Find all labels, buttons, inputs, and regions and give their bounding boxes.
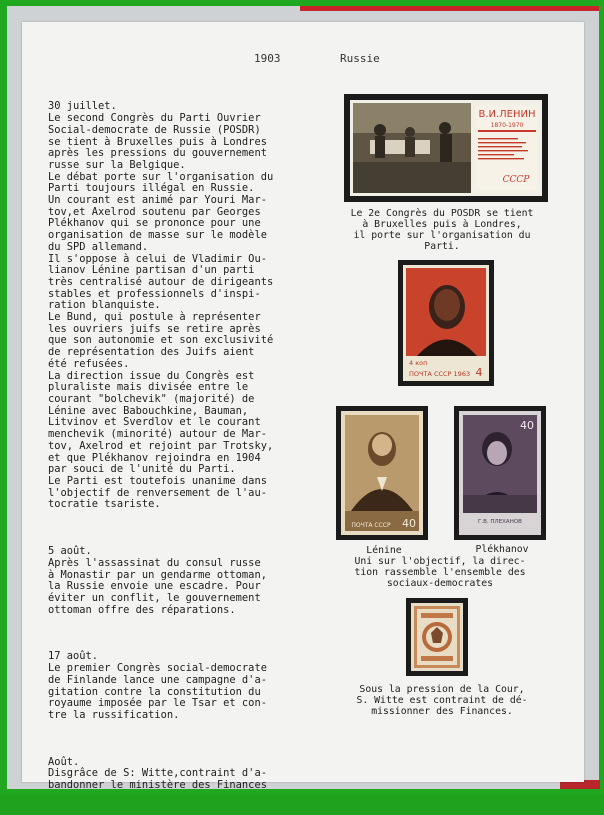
congress-caption: Le 2e Congrès du POSDR se tient à Bruxelles puis à Londres, il porte sur l'organisation du Parti. — [350, 208, 534, 252]
congress-stamp-years: 1870-1970 — [490, 122, 524, 129]
paragraph-aout: Août. Disgrâce de S: Witte,contraint d'a- bandonner le ministère des Finances — [48, 755, 267, 792]
history-text — [48, 78, 346, 815]
lenin-stamp-value: 40 — [402, 517, 416, 530]
lenin-stamp-inscription: ПОЧТА СССР — [351, 522, 391, 529]
plekhanov-stamp-inscription: Г.В. ПЛЕХАНОВ — [478, 519, 522, 525]
lenin-caption: Lénine — [366, 545, 402, 556]
plekhanov-caption: Plékhanov — [475, 544, 529, 555]
portrait-1963-price: 4 коп — [409, 359, 428, 367]
album-page — [22, 22, 584, 792]
page-year: 1903 — [254, 52, 281, 65]
paragraph-17-aout: 17 août. Le premier Congrès social-democrate de Finlande lance une campagne d'a- gitation contre la constitution du royaume imposée par le Tsar et con- tre la russification. — [48, 650, 267, 721]
portrait-1963-inscription: ПОЧТА СССР 1963 — [409, 370, 471, 378]
portrait-1963-stamp — [398, 260, 494, 386]
plekhanov-stamp-value: 40 — [520, 419, 534, 432]
paragraph-5-aout: 5 août. Après l'assassinat du consul russe à Monastir par un gendarme ottoman, la Russie envoie une escadre. Pour éviter un conflit, le gouvernement ottoman offre des réparations. — [48, 545, 267, 616]
page-country: Russie — [340, 52, 380, 65]
congress-stamp-title: В.И.ЛЕНИН — [478, 109, 536, 120]
paragraph-30-juillet: 30 juillet. Le second Congrès du Parti Ouvrier Social-democrate de Russie (POSDR) se tient à Bruxelles puis à Londres après les pressions du gouvernement russe sur la Belgique. Le débat porte sur l'organisation du Parti toujours illégal en Russie. Un courant est animé par Youri Mar- tov,et Axelrod soutenu par Georges Plékhanov qui se prononce pour une organisation de masse sur le modèle du SPD allemand. Il s'oppose à celui de Vladimir Ou- lianov Lénine partisan d'un parti très centralisé autour de dirigeants stables et professionnels d'inspi- ration blanquiste. Le Bund, qui postule à représenter les ouvriers juifs se retire après que son autonomie et son exclusivité de représentation des Juifs aient été refusées. La direction issue du Congrès est pluraliste mais divisée entre le courant "bolchevik" (majorité) de Lénine avec Babouchkine, Bauman, Litvinov et Sverdlov et le courant menchevik (minorité) autour de Mar- tov, Axelrod et rejoint par Trotsky, et que Plékhanov rejoindra en 1904 par souci de l'unité du Parti. Le Parti est toutefois unanime dans l'objectif de renversement de l'au- tocratie tsariste. — [48, 100, 274, 511]
plekhanov-stamp — [454, 406, 546, 540]
congress-stamp-country: СССР — [502, 175, 530, 185]
portrait-1963-value: 4 — [475, 366, 483, 379]
congress-stamp — [344, 94, 548, 202]
finland-stamp — [406, 598, 468, 676]
finland-caption: Sous la pression de la Cour, S. Witte est contraint de dé- missionner des Finances. — [356, 684, 528, 717]
lenin-stamp — [336, 406, 428, 540]
joint-caption: Uni sur l'objectif, la direc- tion rassemble l'ensemble des sociaux-democrates — [354, 556, 526, 589]
red-edge-top — [300, 6, 599, 11]
